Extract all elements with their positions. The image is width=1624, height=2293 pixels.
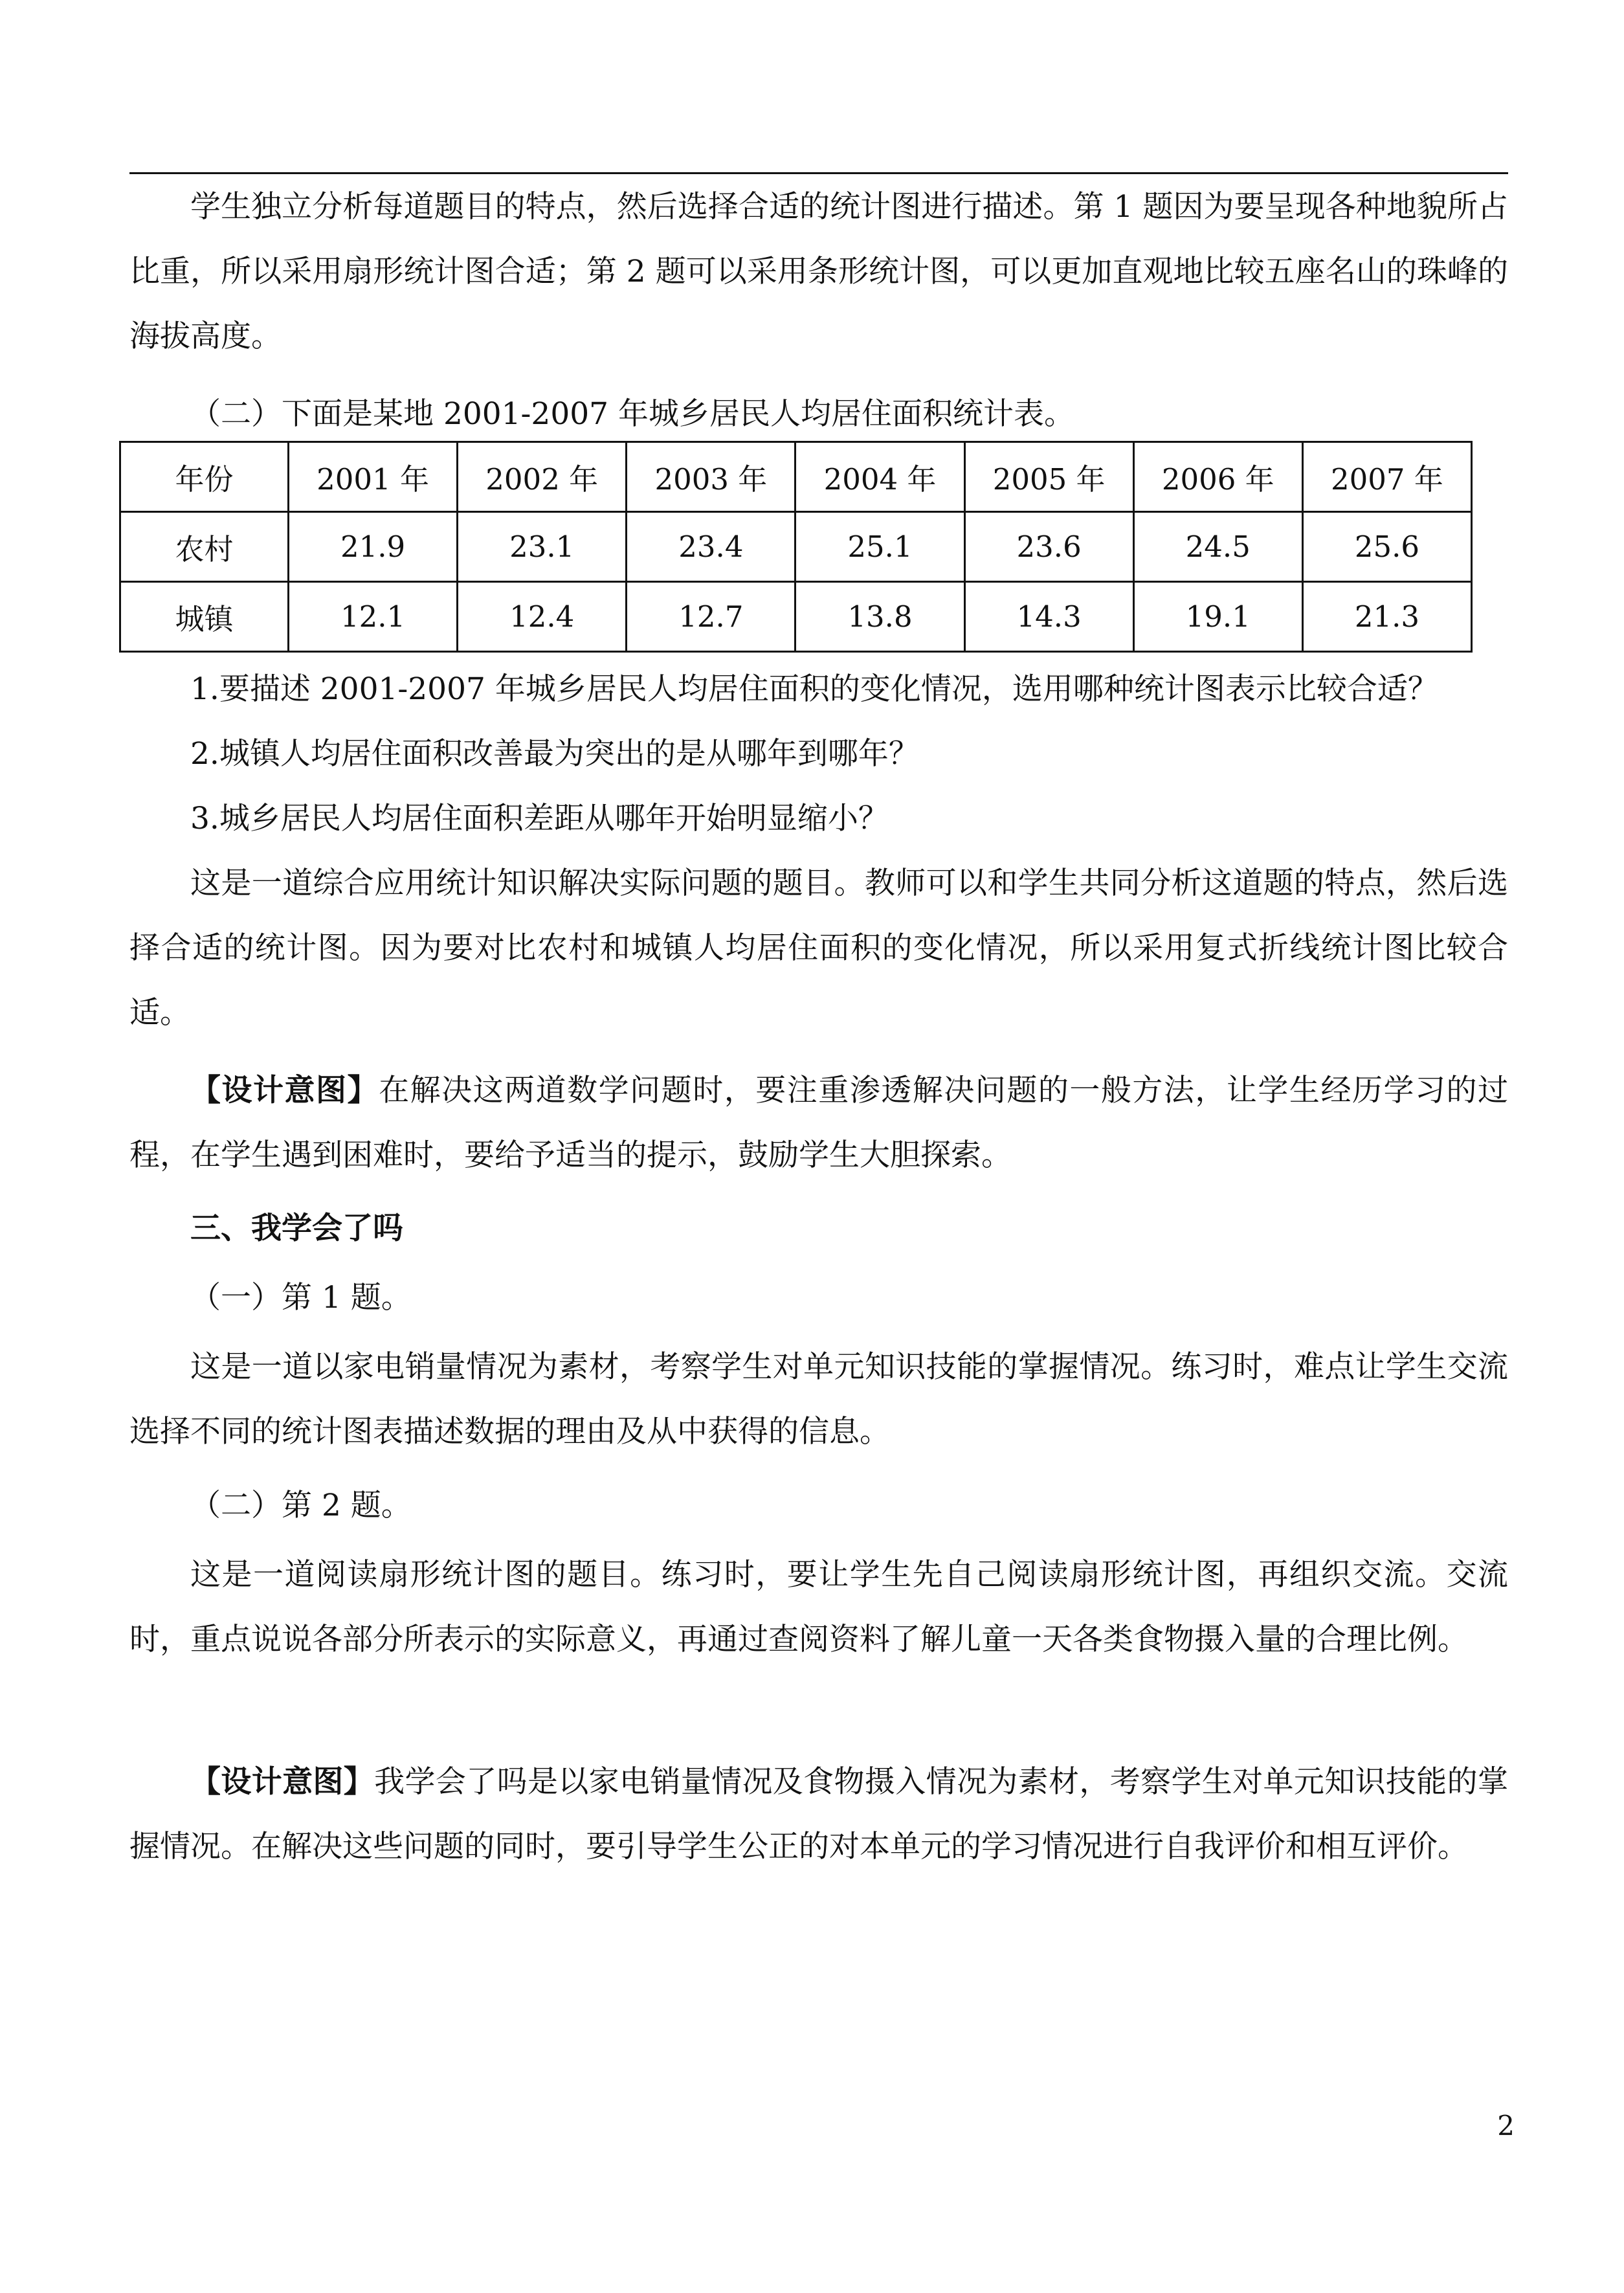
row-label: 农村: [120, 512, 289, 582]
design-intent-label: 【设计意图】: [190, 1764, 375, 1800]
table-cell: 21.9: [289, 512, 458, 582]
subheading-1: （一）第 1 题。: [190, 1280, 412, 1315]
table-cell: 25.6: [1302, 512, 1471, 582]
header-cell: 2005 年: [964, 442, 1133, 512]
header-cell: 2003 年: [627, 442, 795, 512]
header-cell: 2004 年: [795, 442, 964, 512]
table-cell: 12.7: [627, 582, 795, 652]
table-cell: 12.1: [289, 582, 458, 652]
page-number: 2: [1497, 2110, 1515, 2142]
table-header-row: [120, 442, 1472, 512]
paragraph-1: 学生独立分析每道题目的特点，然后选择合适的统计图进行描述。第 1 题因为要呈现各种地貌所占比重，所以采用扇形统计图合适；第 2 题可以采用条形统计图，可以更加直观地比较五座名山的珠峰的海拔高度。: [129, 189, 1508, 354]
header-cell: 2007 年: [1302, 442, 1471, 512]
question-2: 2.城镇人均居住面积改善最为突出的是从哪年到哪年？: [190, 736, 919, 772]
table-cell: 23.1: [458, 512, 627, 582]
table-caption: （二）下面是某地 2001-2007 年城乡居民人均居住面积统计表。: [190, 396, 1074, 432]
table-cell: 24.5: [1133, 512, 1302, 582]
table-cell: 19.1: [1133, 582, 1302, 652]
header-cell: 2006 年: [1133, 442, 1302, 512]
housing-area-table: [119, 441, 1473, 653]
table-cell: 25.1: [795, 512, 964, 582]
row-label: 城镇: [120, 582, 289, 652]
table-cell: 13.8: [795, 582, 964, 652]
table-cell: 23.4: [627, 512, 795, 582]
header-cell: 年份: [120, 442, 289, 512]
design-intent-text: 我学会了吗是以家电销量情况及食物摄入情况为素材，考察学生对单元知识技能的掌握情况。在解决这些问题的同时，要引导学生公正的对本单元的学习情况进行自我评价和相互评价。: [129, 1764, 1509, 1864]
header-cell: 2001 年: [289, 442, 458, 512]
table-row-urban: [120, 582, 1472, 652]
question-1: 1.要描述 2001-2007 年城乡居民人均居住面积的变化情况，选用哪种统计图表示比较合适？: [190, 671, 1438, 707]
table-cell: 14.3: [964, 582, 1133, 652]
header-cell: 2002 年: [458, 442, 627, 512]
header-rule: [129, 172, 1508, 174]
paragraph-3: 这是一道综合应用统计知识解决实际问题的题目。教师可以和学生共同分析这道题的特点，然后选择合适的统计图。因为要对比农村和城镇人均居住面积的变化情况，所以采用复式折线统计图比较合适。: [129, 866, 1508, 1031]
section-heading-3: 三、我学会了吗: [190, 1211, 403, 1246]
design-intent-label: 【设计意图】: [190, 1073, 379, 1108]
design-intent-text: 在解决这两道数学问题时，要注重渗透解决问题的一般方法，让学生经历学习的过程，在学生遇到困难时，要给予适当的提示，鼓励学生大胆探索。: [129, 1073, 1509, 1173]
subheading-2: （二）第 2 题。: [190, 1488, 412, 1523]
table-cell: 23.6: [964, 512, 1133, 582]
table-row-rural: [120, 512, 1472, 582]
paragraph-5: 这是一道以家电销量情况为素材，考察学生对单元知识技能的掌握情况。练习时，难点让学生交流选择不同的统计图表描述数据的理由及从中获得的信息。: [129, 1349, 1508, 1449]
design-intent-2: [129, 1750, 1508, 1879]
table-cell: 12.4: [458, 582, 627, 652]
paragraph-6: 这是一道阅读扇形统计图的题目。练习时，要让学生先自己阅读扇形统计图，再组织交流。交流时，重点说说各部分所表示的实际意义，再通过查阅资料了解儿童一天各类食物摄入量的合理比例。: [129, 1557, 1508, 1657]
question-3: 3.城乡居民人均居住面积差距从哪年开始明显缩小？: [190, 801, 889, 836]
design-intent-1: [129, 1058, 1508, 1188]
table-cell: 21.3: [1302, 582, 1471, 652]
